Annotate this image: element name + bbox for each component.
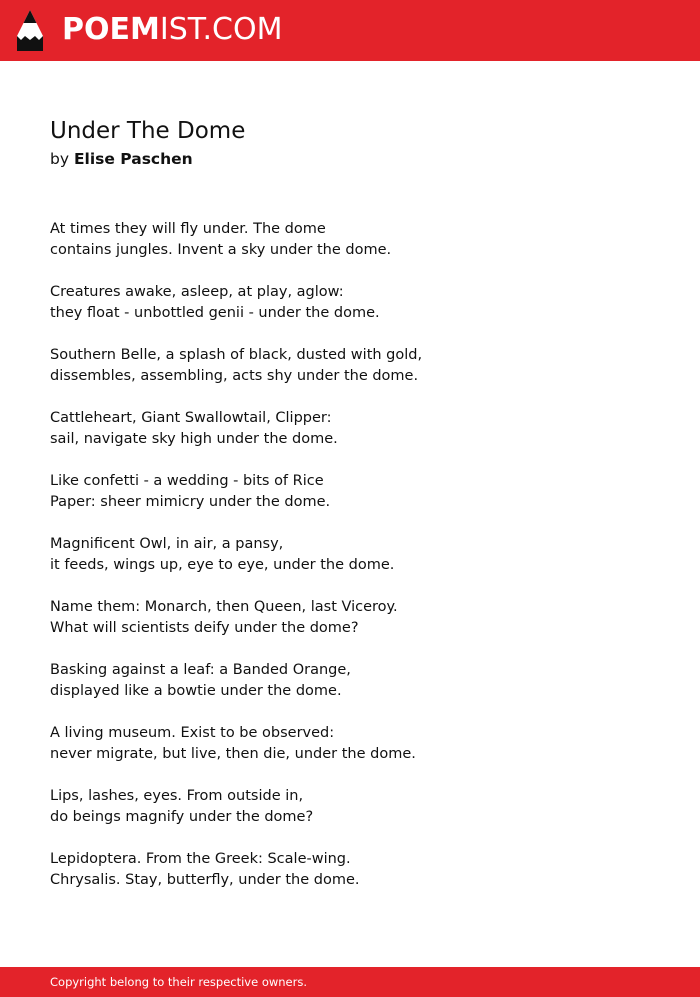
poem-line: contains jungles. Invent a sky under the dome. <box>50 242 392 258</box>
poem-line: Creatures awake, asleep, at play, aglow: <box>50 284 344 300</box>
poem-body <box>50 219 650 912</box>
poem-line: Paper: sheer mimicry under the dome. <box>50 494 331 510</box>
poem-line: Name them: Monarch, then Queen, last Viceroy. <box>50 599 398 615</box>
poem-line: What will scientists deify under the dome? <box>50 620 359 636</box>
poem-line: Cattleheart, Giant Swallowtail, Clipper: <box>50 410 332 426</box>
poem-line: never migrate, but live, then die, under the dome. <box>50 746 416 762</box>
poem-line: dissembles, assembling, acts shy under the dome. <box>50 368 419 384</box>
poem-stanza <box>50 660 650 702</box>
poem-stanza <box>50 597 650 639</box>
logo-light-text: IST.COM <box>159 12 283 47</box>
poem-line: Basking against a leaf: a Banded Orange, <box>50 662 351 678</box>
poem-line: Southern Belle, a splash of black, dusted with gold, <box>50 347 423 363</box>
poem-line: Lepidoptera. From the Greek: Scale-wing. <box>50 851 351 867</box>
poem-stanza <box>50 534 650 576</box>
poem-stanza <box>50 282 650 324</box>
poem-stanza <box>50 471 650 513</box>
poem-byline <box>50 149 193 169</box>
poem-stanza <box>50 408 650 450</box>
poem-line: At times they will fly under. The dome <box>50 221 326 237</box>
poem-line: sail, navigate sky high under the dome. <box>50 431 338 447</box>
pencil-tip-icon[interactable] <box>17 10 43 51</box>
poem-line: do beings magnify under the dome? <box>50 809 314 825</box>
copyright-text: Copyright belong to their respective owners. <box>50 975 308 989</box>
poem-line: Chrysalis. Stay, butterfly, under the dome. <box>50 872 360 888</box>
site-footer <box>0 967 700 997</box>
poem-stanza <box>50 786 650 828</box>
poem-line: A living museum. Exist to be observed: <box>50 725 335 741</box>
site-logo-link[interactable] <box>62 12 282 48</box>
poem-line: Lips, lashes, eyes. From outside in, <box>50 788 304 804</box>
poem-line: they float - unbottled genii - under the dome. <box>50 305 380 321</box>
poem-stanza <box>50 723 650 765</box>
poem-title: Under The Dome <box>50 118 246 144</box>
poem-line: displayed like a bowtie under the dome. <box>50 683 342 699</box>
site-header <box>0 0 700 61</box>
author-name: Elise Paschen <box>73 150 193 168</box>
logo-bold-text: POEM <box>62 12 160 47</box>
poem-line: Magnificent Owl, in air, a pansy, <box>50 536 284 552</box>
by-label: by <box>50 150 70 168</box>
poem-stanza <box>50 219 650 261</box>
poem-line: Like confetti - a wedding - bits of Rice <box>50 473 324 489</box>
poem-stanza <box>50 849 650 891</box>
poem-stanza <box>50 345 650 387</box>
poem-line: it feeds, wings up, eye to eye, under the dome. <box>50 557 395 573</box>
